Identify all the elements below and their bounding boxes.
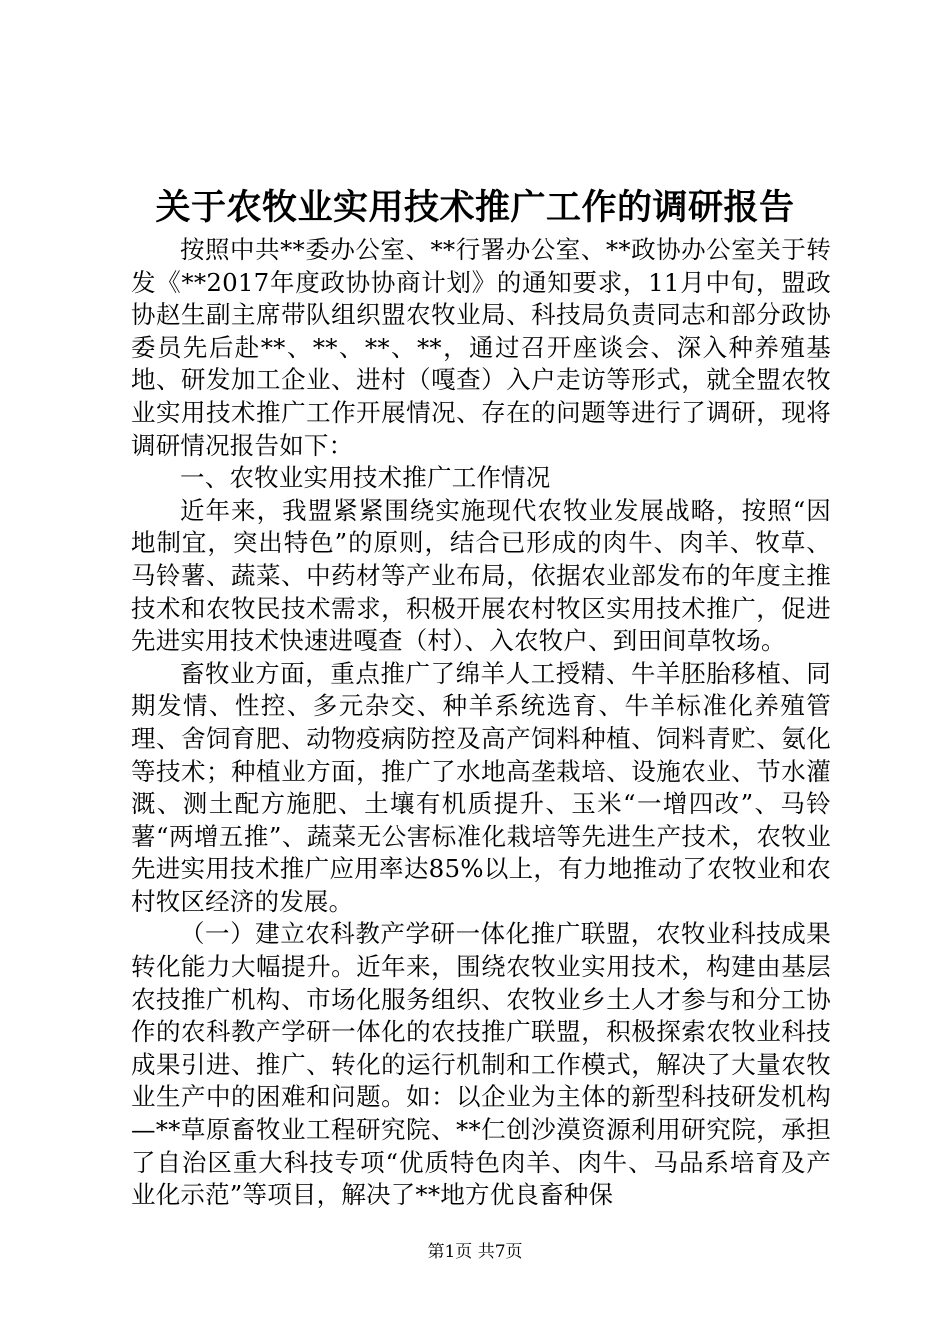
body-paragraph: 畜牧业方面，重点推广了绵羊人工授精、牛羊胚胎移植、同期发情、性控、多元杂交、种羊系统选育、牛羊标准化养殖管理、舍饲育肥、动物疫病防控及高产饲料种植、饲料青贮、氨化等技术；种植业方面，推广了水地高垄栽培、设施农业、节水灌溉、测土配方施肥、土壤有机质提升、玉米“一增四改”、马铃薯“两增五推”、蔬菜无公害标准化栽培等先进生产技术，农牧业先进实用技术推广应用率达85%以上，有力地推动了农牧业和农村牧区经济的发展。 bbox=[131, 658, 831, 916]
section-heading: 一、农牧业实用技术推广工作情况 bbox=[180, 463, 551, 493]
subsection-paragraph: （一）建立农科教产学研一体化推广联盟，农牧业科技成果转化能力大幅提升。近年来，围绕农牧业实用技术，构建由基层农技推广机构、市场化服务组织、农牧业乡土人才参与和分工协作的农科教产学研一体化的农技推广联盟，积极探索农牧业科技成果引进、推广、转化的运行机制和工作模式，解决了大量农牧业生产中的困难和问题。如：以企业为主体的新型科技研发机构—**草原畜牧业工程研究院、**仁创沙漠资源利用研究院，承担了自治区重大科技专项“优质特色肉羊、肉牛、马品系培育及产业化示范”等项目，解决了**地方优良畜种保 bbox=[131, 919, 831, 1210]
intro-paragraph: 按照中共**委办公室、**行署办公室、**政协办公室关于转发《**2017年度政协协商计划》的通知要求，11月中旬，盟政协赵生副主席带队组织盟农牧业局、科技局负责同志和部分政协委员先后赴**、**、**、**，通过召开座谈会、深入种养殖基地、研发加工企业、进村（嘎查）入户走访等形式，就全盟农牧业实用技术推广工作开展情况、存在的问题等进行了调研，现将调研情况报告如下： bbox=[131, 235, 831, 460]
document-body bbox=[131, 234, 831, 1212]
document-title: 关于农牧业实用技术推广工作的调研报告 bbox=[155, 187, 795, 228]
page-footer: 第1页 共7页 bbox=[427, 1242, 523, 1262]
body-paragraph: 近年来，我盟紧紧围绕实施现代农牧业发展战略，按照“因地制宜，突出特色”的原则，结合已形成的肉牛、肉羊、牧草、马铃薯、蔬菜、中药材等产业布局，依据农业部发布的年度主推技术和农牧民技术需求，积极开展农村牧区实用技术推广，促进先进实用技术快速进嘎查（村）、入农牧户、到田间草牧场。 bbox=[131, 495, 831, 656]
